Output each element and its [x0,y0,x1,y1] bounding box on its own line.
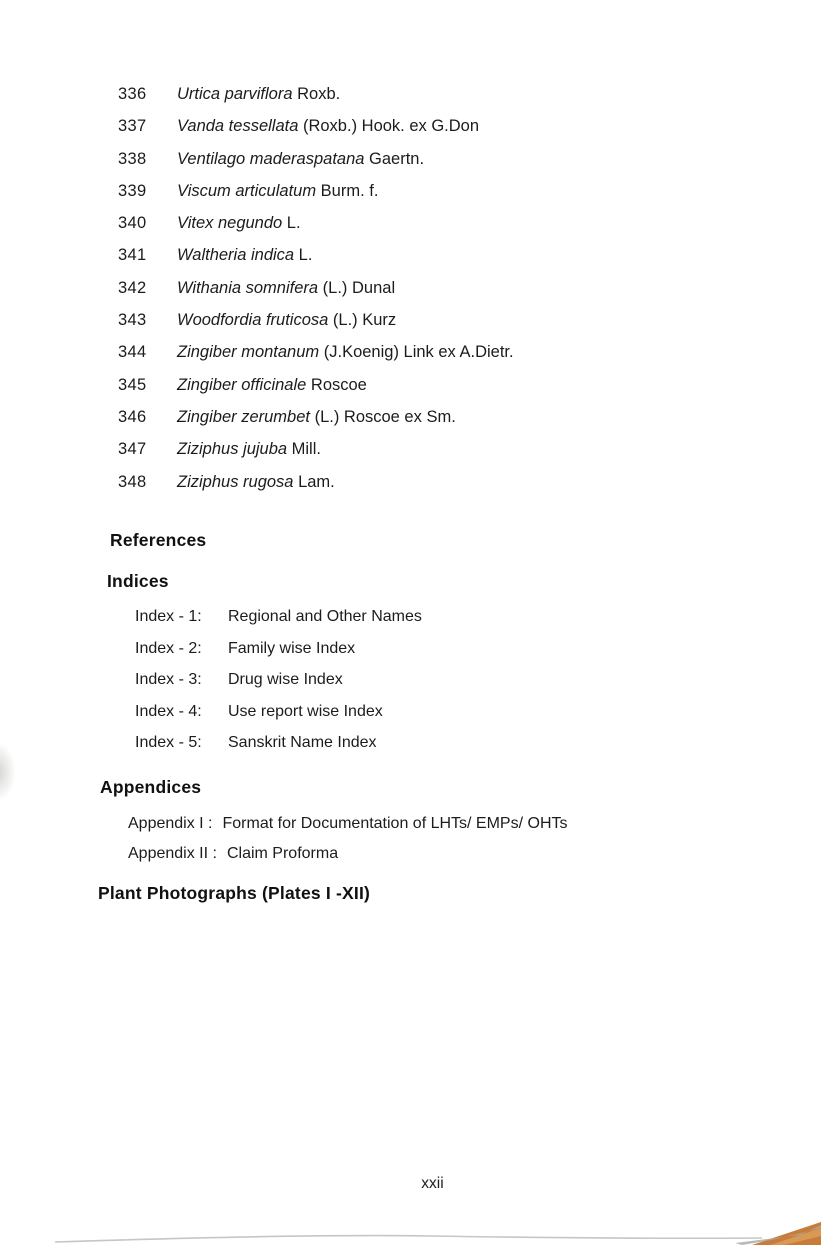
index-label: Index - 2: [135,639,202,657]
scan-bottom-edge-artifact [0,1212,821,1245]
entry-number: 342 [118,278,147,297]
species-author: Gaertn. [364,149,425,168]
species-author: L. [294,246,313,265]
species-author: (L.) Kurz [328,311,397,330]
index-title: Family wise Index [228,639,356,657]
entry-number: 346 [118,407,147,426]
appendix-title: Claim Proforma [226,845,339,862]
species-entry [0,472,700,504]
index-title: Use report wise Index [228,702,383,720]
index-item [0,669,600,701]
appendices-list [0,813,700,873]
species-entry [0,278,700,310]
species-entry [0,375,700,407]
species-entry [0,439,700,471]
appendices-heading: Appendices [100,777,202,797]
species-entry [0,310,700,342]
entry-number: 348 [118,472,147,491]
index-item [0,638,600,670]
appendix-label: Appendix I : [128,815,213,832]
species-name-italic: Woodfordia fruticosa [177,311,329,330]
species-author: Lam. [293,472,335,491]
species-name-italic: Vanda tessellata [177,117,299,136]
species-name-italic: Ventilago maderaspatana [177,149,365,168]
page-curl-line [55,1236,762,1242]
species-name-italic: Zingiber zerumbet [177,407,310,426]
species-author: (Roxb.) Hook. ex G.Don [298,117,480,136]
index-label: Index - 3: [135,671,202,689]
species-author: Roxb. [292,85,341,103]
species-entry [0,181,700,213]
entry-number: 345 [118,375,147,394]
species-author: Burm. f. [316,181,379,200]
species-list [0,84,700,504]
species-entry [0,342,700,374]
entry-number: 343 [118,311,147,330]
species-entry [0,407,700,439]
entry-number: 341 [118,246,147,265]
index-title: Sanskrit Name Index [228,734,377,752]
species-name-italic: Waltheria indica [177,246,295,265]
species-name-italic: Ziziphus jujuba [177,440,288,459]
appendix-title: Format for Documentation of LHTs/ EMPs/ OHTs [222,815,568,832]
species-author: Mill. [287,440,321,459]
index-title: Regional and Other Names [228,608,422,625]
index-label: Index - 1: [135,608,202,625]
index-item [0,606,600,638]
index-title: Drug wise Index [228,671,343,689]
species-author: Roscoe [306,375,367,394]
species-entry [0,116,700,148]
appendix-item [0,843,700,873]
entry-number: 337 [118,117,147,136]
species-name-italic: Vitex negundo [177,214,283,233]
index-item [0,732,600,764]
index-item [0,701,600,733]
species-name-italic: Zingiber officinale [177,375,307,394]
species-name-italic: Urtica parviflora [177,85,293,103]
index-label: Index - 4: [135,702,202,720]
indices-list [0,606,600,764]
entry-number: 336 [118,85,147,103]
species-author: (J.Koenig) Link ex A.Dietr. [319,343,514,362]
species-name-italic: Withania somnifera [177,278,319,297]
appendix-label: Appendix II : [128,845,217,862]
page-number: xxii [421,1175,444,1192]
entry-number: 344 [118,343,147,362]
species-entry [0,213,700,245]
species-entry [0,245,700,277]
species-author: L. [282,214,301,233]
species-author: (L.) Roscoe ex Sm. [309,407,456,426]
species-name-italic: Ziziphus rugosa [177,472,294,491]
species-name-italic: Viscum articulatum [177,181,317,200]
entry-number: 340 [118,214,147,233]
appendix-item [0,813,700,843]
index-label: Index - 5: [135,734,202,752]
indices-heading: Indices [107,571,169,591]
references-heading: References [110,530,207,550]
plant-photographs-heading: Plant Photographs (Plates I -XII) [98,883,371,903]
entry-number: 339 [118,181,147,200]
species-entry [0,84,700,116]
species-entry [0,149,700,181]
entry-number: 338 [118,149,147,168]
species-name-italic: Zingiber montanum [177,343,320,362]
entry-number: 347 [118,440,147,459]
species-author: (L.) Dunal [318,278,396,297]
